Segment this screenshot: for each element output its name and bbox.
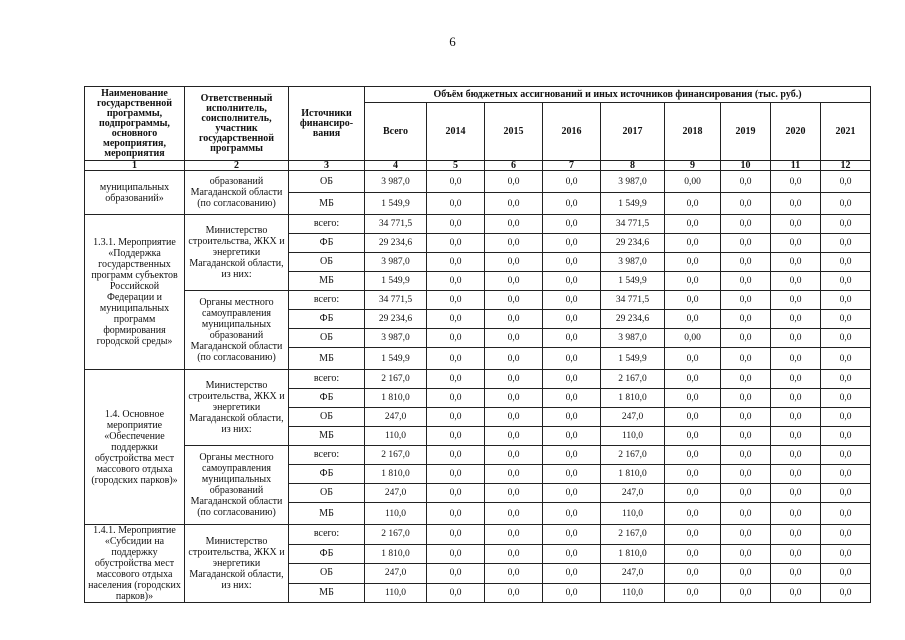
table-body	[85, 87, 871, 603]
amount-cell: 0,0	[821, 583, 871, 603]
amount-cell: 0,0	[821, 503, 871, 525]
amount-cell: 0,0	[427, 272, 485, 291]
funding-source: ОБ	[289, 564, 365, 584]
amount-cell: 247,0	[601, 484, 665, 503]
amount-cell: 0,0	[543, 427, 601, 446]
amount-cell: 0,0	[665, 427, 721, 446]
amount-cell: 0,0	[427, 310, 485, 329]
measure-name: 1.3.1. Мероприятие «Поддержка государственных программ субъектов Российской Федерации и муниципальных программ формирования городской среды»	[85, 215, 185, 370]
amount-cell: 0,0	[821, 272, 871, 291]
amount-cell: 3 987,0	[601, 329, 665, 348]
amount-cell: 0,0	[485, 171, 543, 193]
amount-cell: 1 810,0	[601, 389, 665, 408]
amount-cell: 110,0	[601, 583, 665, 603]
amount-cell: 0,0	[771, 408, 821, 427]
amount-cell: 0,0	[821, 370, 871, 389]
amount-cell: 0,0	[665, 503, 721, 525]
amount-cell: 0,0	[543, 291, 601, 310]
amount-cell: 3 987,0	[365, 253, 427, 272]
funding-source: ФБ	[289, 389, 365, 408]
amount-cell: 0,0	[721, 171, 771, 193]
budget-table	[84, 86, 871, 603]
amount-cell: 0,0	[821, 427, 871, 446]
amount-cell: 0,0	[665, 193, 721, 215]
executor-name: Министерство строительства, ЖКХ и энергетики Магаданской области, из них:	[185, 370, 289, 446]
column-number: 3	[289, 161, 365, 171]
amount-cell: 0,0	[821, 525, 871, 545]
funding-source: всего:	[289, 525, 365, 545]
amount-cell: 0,0	[543, 329, 601, 348]
amount-cell: 0,0	[665, 310, 721, 329]
amount-cell: 0,0	[771, 484, 821, 503]
table-row	[85, 291, 871, 310]
measure-name: муниципальных образований»	[85, 171, 185, 215]
amount-cell: 0,0	[427, 583, 485, 603]
amount-cell: 0,0	[427, 291, 485, 310]
amount-cell: 2 167,0	[365, 370, 427, 389]
amount-cell: 34 771,5	[601, 291, 665, 310]
amount-cell: 0,0	[771, 503, 821, 525]
header-year: 2018	[665, 103, 721, 161]
funding-source: МБ	[289, 348, 365, 370]
amount-cell: 1 810,0	[365, 465, 427, 484]
amount-cell: 0,0	[485, 465, 543, 484]
amount-cell: 0,0	[821, 310, 871, 329]
amount-cell: 0,0	[543, 234, 601, 253]
amount-cell: 247,0	[365, 408, 427, 427]
amount-cell: 1 549,9	[601, 193, 665, 215]
column-number: 5	[427, 161, 485, 171]
column-number: 7	[543, 161, 601, 171]
amount-cell: 0,0	[665, 348, 721, 370]
amount-cell: 0,0	[821, 234, 871, 253]
funding-source: МБ	[289, 193, 365, 215]
amount-cell: 0,0	[543, 370, 601, 389]
amount-cell: 1 810,0	[365, 544, 427, 564]
amount-cell: 0,0	[821, 544, 871, 564]
header-year: 2017	[601, 103, 665, 161]
table-row	[85, 446, 871, 465]
amount-cell: 0,0	[427, 348, 485, 370]
amount-cell: 0,0	[821, 348, 871, 370]
amount-cell: 1 549,9	[601, 272, 665, 291]
amount-cell: 0,0	[821, 465, 871, 484]
amount-cell: 0,0	[485, 544, 543, 564]
amount-cell: 0,0	[427, 193, 485, 215]
column-number: 6	[485, 161, 543, 171]
amount-cell: 0,0	[771, 171, 821, 193]
amount-cell: 0,0	[771, 370, 821, 389]
amount-cell: 0,0	[721, 389, 771, 408]
amount-cell: 0,0	[721, 329, 771, 348]
funding-source: ФБ	[289, 465, 365, 484]
header-year: 2016	[543, 103, 601, 161]
amount-cell: 0,0	[771, 348, 821, 370]
amount-cell: 1 810,0	[365, 389, 427, 408]
amount-cell: 0,0	[543, 484, 601, 503]
funding-source: ОБ	[289, 484, 365, 503]
amount-cell: 0,0	[427, 234, 485, 253]
amount-cell: 0,0	[485, 583, 543, 603]
column-number: 10	[721, 161, 771, 171]
amount-cell: 0,0	[427, 525, 485, 545]
amount-cell: 0,0	[543, 253, 601, 272]
amount-cell: 0,0	[543, 171, 601, 193]
amount-cell: 0,0	[427, 408, 485, 427]
amount-cell: 0,0	[543, 310, 601, 329]
amount-cell: 0,0	[665, 544, 721, 564]
amount-cell: 0,0	[665, 583, 721, 603]
amount-cell: 0,0	[821, 215, 871, 234]
amount-cell: 0,0	[543, 446, 601, 465]
amount-cell: 0,0	[771, 564, 821, 584]
header-name: Наименование государственной программы, подпрограммы, основного мероприятия, мероприятия	[85, 87, 185, 161]
measure-name: 1.4.1. Мероприятие «Субсидии на поддержку обустройства мест массового отдыха населения (городских парков)»	[85, 525, 185, 603]
measure-name: 1.4. Основное мероприятие «Обеспечение поддержки обустройства мест массового отдыха (городских парков)»	[85, 370, 185, 525]
amount-cell: 0,0	[427, 389, 485, 408]
amount-cell: 0,0	[543, 389, 601, 408]
funding-source: ФБ	[289, 310, 365, 329]
amount-cell: 1 549,9	[601, 348, 665, 370]
amount-cell: 29 234,6	[365, 310, 427, 329]
amount-cell: 0,0	[485, 503, 543, 525]
column-number: 2	[185, 161, 289, 171]
amount-cell: 0,0	[427, 564, 485, 584]
amount-cell: 0,0	[771, 329, 821, 348]
executor-name: Органы местного самоуправления муниципальных образований Магаданской области (по согласованию)	[185, 446, 289, 525]
header-executor: Ответственный исполнитель, соисполнитель, участник государственной программы	[185, 87, 289, 161]
amount-cell: 2 167,0	[601, 525, 665, 545]
amount-cell: 0,0	[665, 291, 721, 310]
executor-name: образований Магаданской области (по согласованию)	[185, 171, 289, 215]
amount-cell: 0,0	[771, 253, 821, 272]
header-year: 2014	[427, 103, 485, 161]
funding-source: МБ	[289, 583, 365, 603]
amount-cell: 0,0	[821, 291, 871, 310]
amount-cell: 0,0	[821, 193, 871, 215]
amount-cell: 0,0	[721, 193, 771, 215]
amount-cell: 0,0	[721, 446, 771, 465]
amount-cell: 0,0	[721, 272, 771, 291]
amount-cell: 0,0	[543, 348, 601, 370]
amount-cell: 1 549,9	[365, 348, 427, 370]
amount-cell: 0,0	[485, 193, 543, 215]
amount-cell: 0,0	[427, 370, 485, 389]
amount-cell: 0,0	[665, 234, 721, 253]
amount-cell: 0,0	[721, 234, 771, 253]
table-row	[85, 370, 871, 389]
amount-cell: 0,0	[427, 544, 485, 564]
amount-cell: 247,0	[601, 408, 665, 427]
amount-cell: 34 771,5	[365, 291, 427, 310]
amount-cell: 0,0	[485, 389, 543, 408]
amount-cell: 29 234,6	[601, 234, 665, 253]
funding-source: ОБ	[289, 253, 365, 272]
funding-source: МБ	[289, 503, 365, 525]
amount-cell: 247,0	[601, 564, 665, 584]
amount-cell: 0,00	[665, 329, 721, 348]
amount-cell: 0,0	[821, 329, 871, 348]
amount-cell: 0,0	[771, 291, 821, 310]
amount-cell: 0,0	[485, 408, 543, 427]
amount-cell: 0,0	[665, 370, 721, 389]
amount-cell: 0,0	[427, 465, 485, 484]
amount-cell: 0,0	[665, 253, 721, 272]
amount-cell: 2 167,0	[601, 370, 665, 389]
amount-cell: 2 167,0	[601, 446, 665, 465]
amount-cell: 0,0	[485, 215, 543, 234]
amount-cell: 110,0	[601, 427, 665, 446]
header-year: 2021	[821, 103, 871, 161]
amount-cell: 0,0	[543, 408, 601, 427]
amount-cell: 0,0	[665, 272, 721, 291]
amount-cell: 0,0	[485, 310, 543, 329]
amount-cell: 0,0	[665, 525, 721, 545]
amount-cell: 0,0	[427, 503, 485, 525]
amount-cell: 0,0	[721, 503, 771, 525]
amount-cell: 0,0	[721, 370, 771, 389]
executor-name: Министерство строительства, ЖКХ и энергетики Магаданской области, из них:	[185, 215, 289, 291]
amount-cell: 29 234,6	[601, 310, 665, 329]
amount-cell: 0,0	[427, 427, 485, 446]
funding-source: всего:	[289, 370, 365, 389]
amount-cell: 0,0	[427, 446, 485, 465]
amount-cell: 247,0	[365, 564, 427, 584]
header-year: 2015	[485, 103, 543, 161]
amount-cell: 0,0	[821, 484, 871, 503]
amount-cell: 0,0	[721, 564, 771, 584]
amount-cell: 1 810,0	[601, 465, 665, 484]
funding-source: ОБ	[289, 171, 365, 193]
amount-cell: 0,0	[485, 234, 543, 253]
amount-cell: 0,0	[543, 544, 601, 564]
amount-cell: 0,0	[821, 564, 871, 584]
executor-name: Органы местного самоуправления муниципальных образований Магаданской области (по согласованию)	[185, 291, 289, 370]
amount-cell: 0,0	[485, 525, 543, 545]
table-row	[85, 171, 871, 193]
column-number-row	[85, 161, 871, 171]
amount-cell: 247,0	[365, 484, 427, 503]
funding-source: МБ	[289, 427, 365, 446]
amount-cell: 0,0	[821, 408, 871, 427]
amount-cell: 2 167,0	[365, 525, 427, 545]
amount-cell: 0,0	[427, 484, 485, 503]
amount-cell: 0,0	[485, 427, 543, 446]
amount-cell: 0,0	[665, 408, 721, 427]
amount-cell: 34 771,5	[365, 215, 427, 234]
amount-cell: 0,0	[485, 253, 543, 272]
funding-source: всего:	[289, 446, 365, 465]
amount-cell: 29 234,6	[365, 234, 427, 253]
amount-cell: 3 987,0	[365, 329, 427, 348]
header-year: 2020	[771, 103, 821, 161]
amount-cell: 0,0	[721, 215, 771, 234]
column-number: 9	[665, 161, 721, 171]
amount-cell: 0,0	[771, 525, 821, 545]
amount-cell: 0,0	[771, 272, 821, 291]
amount-cell: 0,0	[771, 389, 821, 408]
amount-cell: 0,0	[771, 193, 821, 215]
amount-cell: 0,0	[485, 272, 543, 291]
header-sources: Источники финансиро-вания	[289, 87, 365, 161]
funding-source: ОБ	[289, 408, 365, 427]
amount-cell: 0,0	[721, 525, 771, 545]
amount-cell: 0,0	[543, 525, 601, 545]
amount-cell: 0,0	[543, 583, 601, 603]
amount-cell: 0,0	[665, 446, 721, 465]
amount-cell: 0,0	[821, 446, 871, 465]
amount-cell: 110,0	[365, 583, 427, 603]
table-row	[85, 215, 871, 234]
amount-cell: 0,0	[665, 389, 721, 408]
amount-cell: 0,0	[665, 484, 721, 503]
table-row	[85, 525, 871, 545]
amount-cell: 0,0	[721, 291, 771, 310]
amount-cell: 3 987,0	[365, 171, 427, 193]
amount-cell: 0,0	[771, 446, 821, 465]
amount-cell: 0,0	[427, 253, 485, 272]
amount-cell: 34 771,5	[601, 215, 665, 234]
column-number: 11	[771, 161, 821, 171]
funding-source: всего:	[289, 291, 365, 310]
amount-cell: 0,0	[821, 253, 871, 272]
amount-cell: 0,0	[721, 408, 771, 427]
header-year: 2019	[721, 103, 771, 161]
amount-cell: 110,0	[365, 503, 427, 525]
amount-cell: 0,0	[485, 329, 543, 348]
column-number: 8	[601, 161, 665, 171]
amount-cell: 0,0	[427, 215, 485, 234]
funding-source: ФБ	[289, 234, 365, 253]
amount-cell: 0,0	[721, 465, 771, 484]
amount-cell: 0,0	[721, 348, 771, 370]
amount-cell: 0,0	[665, 564, 721, 584]
amount-cell: 0,0	[771, 215, 821, 234]
amount-cell: 0,0	[771, 310, 821, 329]
amount-cell: 110,0	[365, 427, 427, 446]
column-number: 1	[85, 161, 185, 171]
header-year: Всего	[365, 103, 427, 161]
column-number: 12	[821, 161, 871, 171]
funding-source: ФБ	[289, 544, 365, 564]
amount-cell: 0,0	[771, 427, 821, 446]
amount-cell: 0,0	[771, 544, 821, 564]
amount-cell: 0,0	[427, 171, 485, 193]
amount-cell: 110,0	[601, 503, 665, 525]
amount-cell: 0,0	[665, 465, 721, 484]
amount-cell: 0,0	[721, 253, 771, 272]
amount-cell: 0,0	[485, 484, 543, 503]
amount-cell: 0,0	[771, 465, 821, 484]
amount-cell: 0,0	[543, 193, 601, 215]
column-number: 4	[365, 161, 427, 171]
amount-cell: 3 987,0	[601, 171, 665, 193]
amount-cell: 0,0	[721, 583, 771, 603]
amount-cell: 0,0	[771, 583, 821, 603]
amount-cell: 1 810,0	[601, 544, 665, 564]
amount-cell: 0,0	[485, 348, 543, 370]
amount-cell: 0,0	[721, 310, 771, 329]
amount-cell: 0,0	[543, 503, 601, 525]
amount-cell: 1 549,9	[365, 193, 427, 215]
amount-cell: 0,0	[721, 544, 771, 564]
amount-cell: 0,0	[543, 465, 601, 484]
page-number: 6	[449, 34, 456, 49]
amount-cell: 0,0	[485, 446, 543, 465]
amount-cell: 1 549,9	[365, 272, 427, 291]
amount-cell: 2 167,0	[365, 446, 427, 465]
amount-cell: 0,0	[771, 234, 821, 253]
amount-cell: 0,00	[665, 171, 721, 193]
funding-source: МБ	[289, 272, 365, 291]
header-funding: Объём бюджетных ассигнований и иных источников финансирования (тыс. руб.)	[365, 87, 871, 103]
funding-source: ОБ	[289, 329, 365, 348]
amount-cell: 3 987,0	[601, 253, 665, 272]
amount-cell: 0,0	[543, 564, 601, 584]
amount-cell: 0,0	[427, 329, 485, 348]
amount-cell: 0,0	[721, 484, 771, 503]
amount-cell: 0,0	[543, 215, 601, 234]
amount-cell: 0,0	[485, 370, 543, 389]
amount-cell: 0,0	[485, 564, 543, 584]
executor-name: Министерство строительства, ЖКХ и энергетики Магаданской области, из них:	[185, 525, 289, 603]
amount-cell: 0,0	[543, 272, 601, 291]
amount-cell: 0,0	[665, 215, 721, 234]
amount-cell: 0,0	[821, 389, 871, 408]
funding-source: всего:	[289, 215, 365, 234]
header-row-top	[85, 87, 871, 103]
amount-cell: 0,0	[721, 427, 771, 446]
amount-cell: 0,0	[485, 291, 543, 310]
amount-cell: 0,0	[821, 171, 871, 193]
